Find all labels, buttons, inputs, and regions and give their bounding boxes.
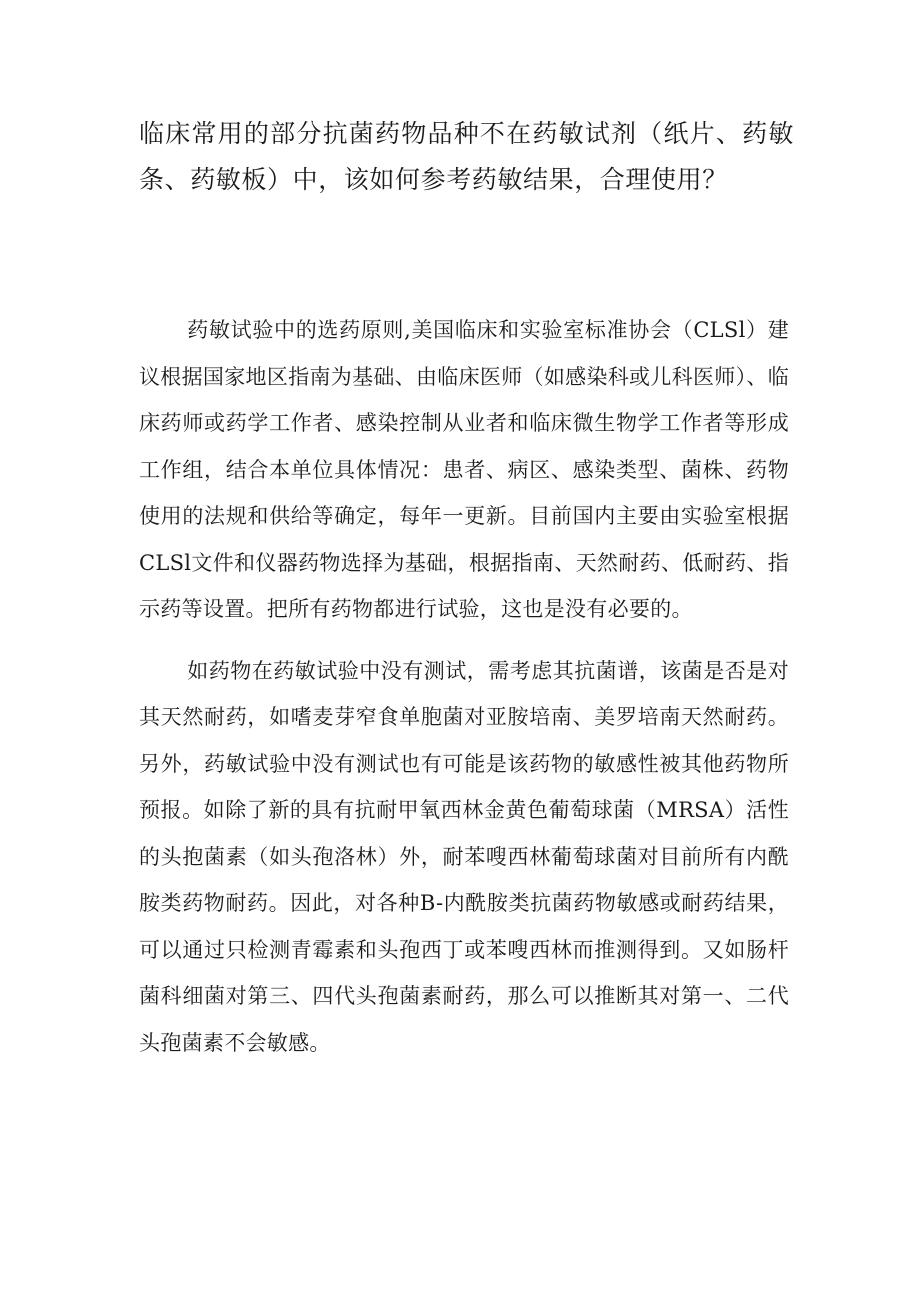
document-title: 临床常用的部分抗菌药物品种不在药敏试剂（纸片、药敏条、药敏板）中，该如何参考药敏结果，合理使用？	[139, 119, 794, 194]
paragraph-2: 如药物在药敏试验中没有测试，需考虑其抗菌谱，该菌是否是对其天然耐药，如嗜麦芽窄食单胞菌对亚胺培南、美罗培南天然耐药。另外，药敏试验中没有测试也有可能是该药物的敏感性被其他药物所预报。如除了新的具有抗耐甲氧西林金黄色葡萄球菌（MRSA）活性的头抱菌素（如头孢洛林）外，耐苯嗖西林葡萄球菌对目前所有内酰胺类药物耐药。因此，对各种B-内酰胺类抗菌药物敏感或耐药结果，可以通过只检测青霉素和头孢西丁或苯嗖西林而推测得到。又如肠杆菌科细菌对第三、四代头孢菌素耐药，那么可以推断其对第一、二代头孢菌素不会敏感。	[139, 658, 789, 1055]
document-body	[139, 307, 789, 1081]
paragraph-1: 药敏试验中的选药原则,美国临床和实验室标准协会（CLSl）建议根据国家地区指南为基础、由临床医师（如感染科或儿科医师）、临床药师或药学工作者、感染控制从业者和临床微生物学工作者等形成工作组，结合本单位具体情况：患者、病区、感染类型、菌株、药物使用的法规和供给等确定，每年一更新。目前国内主要由实验室根据CLSl文件和仪器药物选择为基础，根据指南、天然耐药、低耐药、指示药等设置。把所有药物都进行试验，这也是没有必要的。	[139, 318, 789, 621]
